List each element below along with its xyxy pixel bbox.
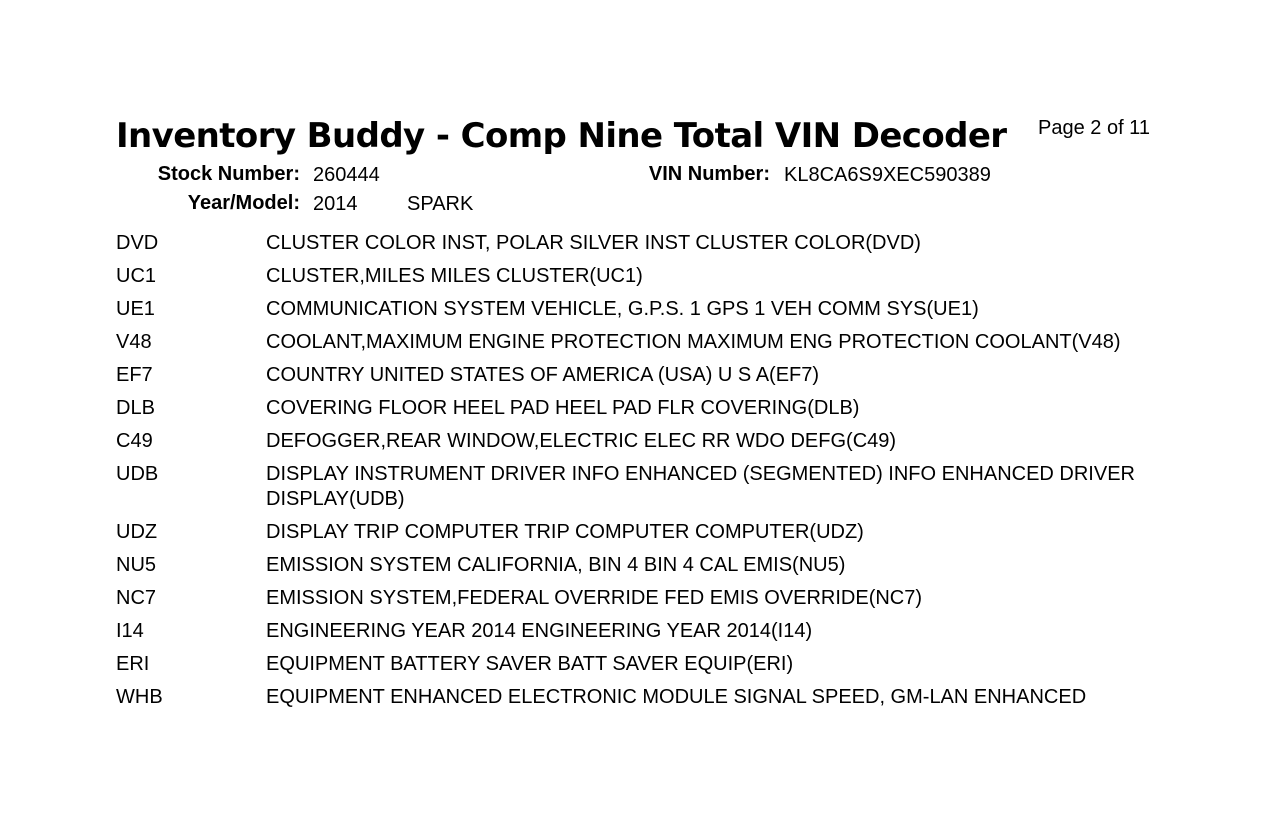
- option-code: V48: [116, 331, 152, 353]
- page-number: Page 2 of 11: [1038, 117, 1150, 139]
- option-row: [116, 396, 1176, 421]
- option-description: CLUSTER,MILES MILES CLUSTER(UC1): [266, 265, 643, 287]
- option-description: EMISSION SYSTEM,FEDERAL OVERRIDE FED EMIS OVERRIDE(NC7): [266, 587, 923, 609]
- model-value: SPARK: [407, 193, 474, 215]
- vin-number-label: VIN Number:: [648, 163, 770, 185]
- option-description: COUNTRY UNITED STATES OF AMERICA (USA) U S A(EF7): [266, 364, 820, 386]
- year-value: 2014: [313, 193, 358, 215]
- option-row: [116, 586, 1176, 611]
- option-row: [116, 462, 1176, 512]
- option-description: DEFOGGER,REAR WINDOW,ELECTRIC ELEC RR WDO DEFG(C49): [266, 430, 897, 452]
- option-code: I14: [116, 620, 144, 642]
- option-code: UC1: [116, 265, 157, 287]
- option-row: [116, 685, 1176, 710]
- option-row: [116, 231, 1176, 256]
- stock-number-label: Stock Number:: [157, 163, 300, 185]
- option-code: UDB: [116, 463, 159, 485]
- option-code: UDZ: [116, 521, 158, 543]
- vin-number-value: KL8CA6S9XEC590389: [784, 164, 991, 186]
- option-description: COMMUNICATION SYSTEM VEHICLE, G.P.S. 1 GPS 1 VEH COMM SYS(UE1): [266, 298, 979, 320]
- option-description: ENGINEERING YEAR 2014 ENGINEERING YEAR 2014(I14): [266, 620, 813, 642]
- option-code: DVD: [116, 232, 159, 254]
- option-code: UE1: [116, 298, 155, 320]
- option-row: [116, 429, 1176, 454]
- option-description: EMISSION SYSTEM CALIFORNIA, BIN 4 BIN 4 CAL EMIS(NU5): [266, 554, 846, 576]
- option-code: DLB: [116, 397, 155, 419]
- option-row: [116, 619, 1176, 644]
- option-description: DISPLAY INSTRUMENT DRIVER INFO ENHANCED (SEGMENTED) INFO ENHANCED DRIVER DISPLAY(UDB): [266, 463, 1135, 510]
- option-row: [116, 297, 1176, 322]
- option-description: EQUIPMENT BATTERY SAVER BATT SAVER EQUIP(ERI): [266, 653, 794, 675]
- option-code: ERI: [116, 653, 150, 675]
- option-code: C49: [116, 430, 153, 452]
- option-row: [116, 652, 1176, 677]
- option-code: NU5: [116, 554, 157, 576]
- stock-number-value: 260444: [313, 164, 380, 186]
- page-title: Inventory Buddy - Comp Nine Total VIN Decoder: [116, 116, 1007, 156]
- option-row: [116, 553, 1176, 578]
- option-code: EF7: [116, 364, 153, 386]
- option-row: [116, 264, 1176, 289]
- option-description: COOLANT,MAXIMUM ENGINE PROTECTION MAXIMUM ENG PROTECTION COOLANT(V48): [266, 331, 1121, 353]
- option-description: DISPLAY TRIP COMPUTER TRIP COMPUTER COMPUTER(UDZ): [266, 521, 864, 543]
- option-description: CLUSTER COLOR INST, POLAR SILVER INST CLUSTER COLOR(DVD): [266, 232, 921, 254]
- option-code-list: [116, 231, 1176, 718]
- option-row: [116, 520, 1176, 545]
- option-description: EQUIPMENT ENHANCED ELECTRONIC MODULE SIGNAL SPEED, GM-LAN ENHANCED: [266, 686, 1087, 708]
- option-code: WHB: [116, 686, 163, 708]
- option-row: [116, 363, 1176, 388]
- option-code: NC7: [116, 587, 157, 609]
- option-description: COVERING FLOOR HEEL PAD HEEL PAD FLR COVERING(DLB): [266, 397, 860, 419]
- option-row: [116, 330, 1176, 355]
- year-model-label: Year/Model:: [187, 192, 300, 214]
